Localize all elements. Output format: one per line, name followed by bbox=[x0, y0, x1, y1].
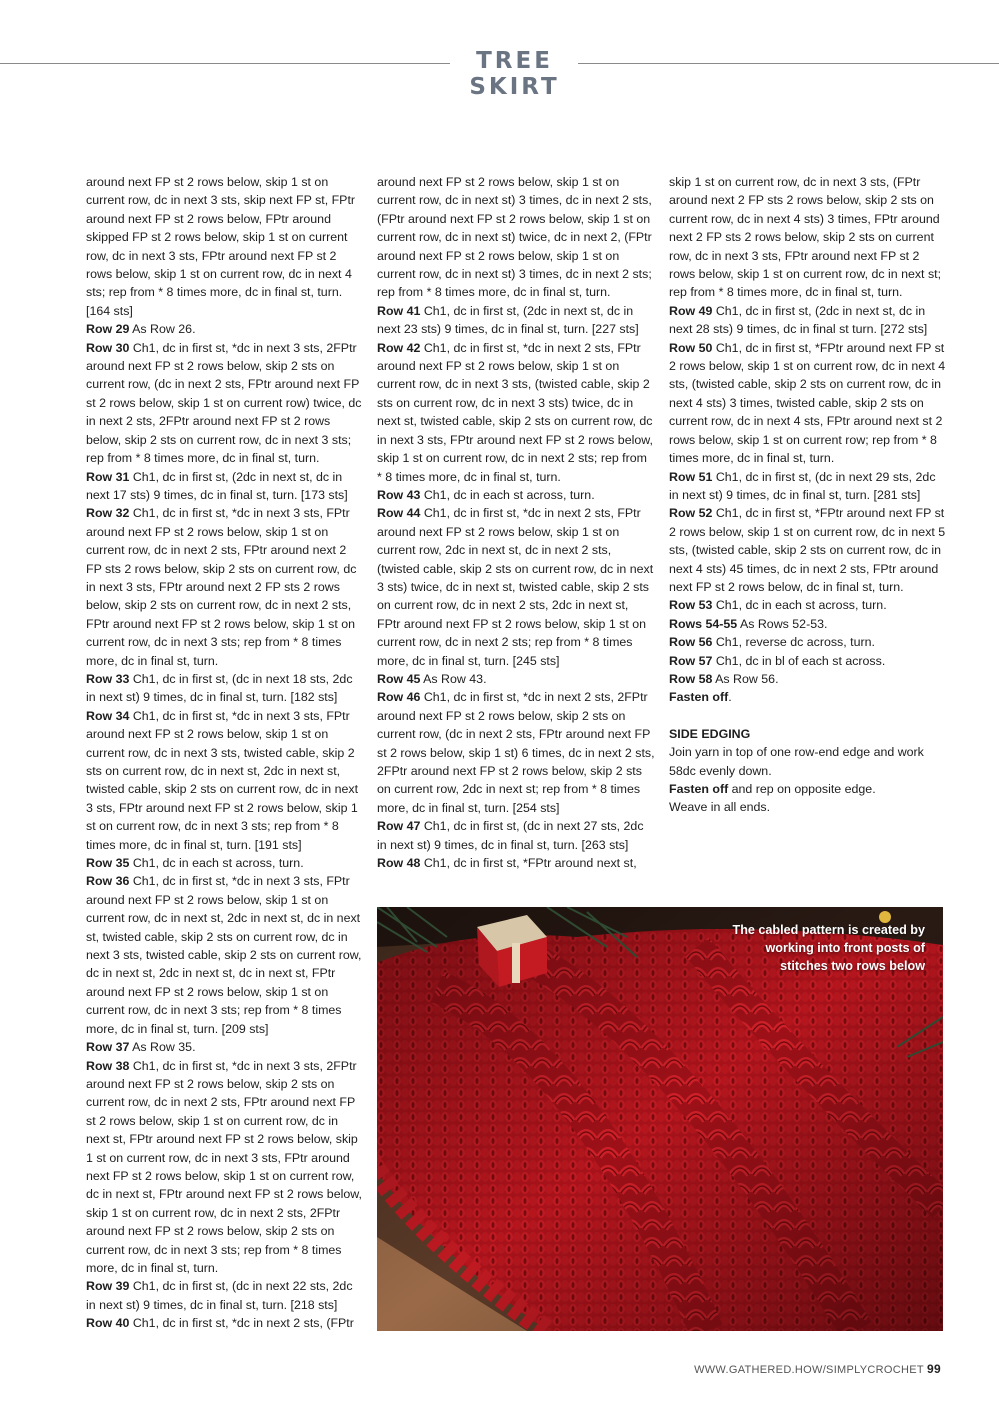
side-edging-para-1: Join yarn in top of one row-end edge and work 58dc evenly down. bbox=[669, 745, 924, 778]
row-label: Row 56 bbox=[669, 635, 713, 650]
pattern-row bbox=[377, 688, 655, 817]
row-label: Row 47 bbox=[377, 819, 421, 834]
row-label: Row 29 bbox=[86, 322, 130, 337]
row-text: Ch1, dc in each st across, turn. bbox=[132, 856, 304, 871]
row-label: Row 49 bbox=[669, 303, 713, 318]
pattern-row bbox=[669, 615, 946, 633]
tree-skirt-photo bbox=[377, 907, 943, 1331]
row-label: Row 42 bbox=[377, 340, 421, 355]
header-rule-right bbox=[578, 63, 999, 64]
row-label: Row 52 bbox=[669, 506, 713, 521]
header-rule-left bbox=[0, 63, 450, 64]
row-text: Ch1, dc in first st, *FPtr around next st, bbox=[423, 856, 637, 871]
row-text: As Row 56. bbox=[715, 671, 779, 686]
pattern-row bbox=[377, 504, 655, 670]
text-column-2 bbox=[377, 173, 655, 872]
row-text: Ch1, dc in bl of each st across. bbox=[715, 653, 886, 668]
row-label: Row 33 bbox=[86, 671, 130, 686]
pattern-row bbox=[86, 670, 363, 707]
side-edging-heading: SIDE EDGING bbox=[669, 726, 751, 741]
pattern-row bbox=[377, 302, 655, 339]
row-text: Ch1, dc in first st, (2dc in next st, dc in next 28 sts) 9 times, dc in final st turn. [272 sts] bbox=[669, 303, 928, 337]
pattern-row bbox=[86, 1314, 363, 1332]
text-column-1 bbox=[86, 173, 363, 1333]
row-text: Ch1, dc in first st, *dc in next 3 sts, FPtr around next FP st 2 rows below, skip 1 st on current row, dc in next st, 2dc in next st, dc in next st, twisted cable, skip 2 sts on current row, dc in next 3 sts, twisted cable, skip 2 sts on current row, dc in next st, 2dc in next st, dc in next st, FPtr around next FP st 2 rows below, skip 1 st on current row, dc in next 3 sts; rep from * 8 times more, dc in final st, turn. [209 sts] bbox=[86, 874, 362, 1036]
row-text: Ch1, dc in first st, (dc in next 27 sts, 2dc in next st) 9 times, dc in final st, turn. [263 sts] bbox=[377, 819, 644, 852]
row-label: Row 48 bbox=[377, 856, 421, 871]
row-text: around next FP st 2 rows below, skip 1 st on current row, dc in next 3 sts, skip next FP st, FPtr around next FP st 2 rows below, FPtr around skipped FP st 2 rows below, skip 1 st on current row, dc in next 3 sts, FPtr around next FP st 2 rows below, skip 1 st on current row, dc in next 4 sts; rep from * 8 times more, dc in final st, turn. [164 sts] bbox=[86, 175, 356, 318]
pattern-row bbox=[86, 173, 363, 320]
pattern-row bbox=[669, 688, 946, 706]
pattern-row bbox=[86, 339, 363, 468]
side-edging-para-3: Weave in all ends. bbox=[669, 800, 771, 815]
row-text: . bbox=[728, 690, 732, 705]
row-text: Ch1, dc in first st, *dc in next 3 sts, FPtr around next FP st 2 rows below, skip 1 st on current row, dc in next 2 sts, FPtr around next 2 FP sts 2 rows below, skip 2 sts on current row, dc in next 3 sts, FPtr around next 2 FP sts 2 rows below, skip 2 sts on current row, dc in next 2 sts, FPtr around next FP st 2 rows below, skip 1 st on current row, dc in next 3 sts; rep from * 8 times more, dc in final st, turn. bbox=[86, 506, 357, 668]
row-label: Row 35 bbox=[86, 856, 130, 871]
row-label: Rows 54-55 bbox=[669, 616, 738, 631]
row-text: Ch1, dc in each st across, turn. bbox=[715, 598, 887, 613]
column-3-rows bbox=[669, 173, 946, 707]
row-text: As Row 26. bbox=[132, 322, 196, 337]
pattern-row bbox=[669, 468, 946, 505]
row-text: Ch1, dc in first st, (2dc in next st, dc in next 23 sts) 9 times, dc in final st, turn. [227 sts] bbox=[377, 303, 639, 337]
page-number: 99 bbox=[927, 1362, 941, 1376]
text-column-3 bbox=[669, 173, 946, 817]
row-label: Row 44 bbox=[377, 506, 421, 521]
pattern-row bbox=[377, 670, 655, 688]
row-label: Row 41 bbox=[377, 303, 421, 318]
page-footer bbox=[694, 1362, 941, 1376]
row-text: Ch1, dc in first st, (dc in next 22 sts, 2dc in next st) 9 times, dc in final st, turn. [218 sts] bbox=[86, 1279, 353, 1312]
pattern-row bbox=[377, 817, 655, 854]
row-label: Row 53 bbox=[669, 598, 713, 613]
row-label: Row 43 bbox=[377, 487, 421, 502]
row-label: Row 50 bbox=[669, 340, 713, 355]
row-text: As Rows 52-53. bbox=[739, 616, 828, 631]
pattern-row bbox=[377, 486, 655, 504]
pattern-row bbox=[669, 339, 946, 468]
pattern-row bbox=[377, 339, 655, 486]
row-text: Ch1, dc in first st, *FPtr around next FP st 2 rows below, skip 1 st on current row, dc in next 5 sts, (twisted cable, skip 2 sts on current row, dc in next 4 sts) 45 times, dc in next 2 sts, FPtr around next FP st 2 rows below, dc in final st, turn. bbox=[669, 506, 946, 594]
pattern-row bbox=[86, 1277, 363, 1314]
side-edging-para-2 bbox=[669, 780, 946, 798]
row-label: Row 46 bbox=[377, 690, 421, 705]
row-text: Ch1, dc in first st, *dc in next 2 sts, FPtr around next FP st 2 rows below, skip 1 st on current row, dc in next 3 sts, (twisted cable, skip 2 sts on current row, dc in next 3 sts) twice, dc in next st, twisted cable, skip 2 sts on current row, dc in next 3 sts, FPtr around next FP st 2 rows below, skip 1 st on current row, dc in next 2 sts; rep from * 8 times more, dc in final st, turn. bbox=[377, 340, 653, 484]
pattern-row bbox=[669, 302, 946, 339]
row-text: Ch1, dc in first st, *dc in next 2 sts, FPtr around next FP st 2 rows below, skip 1 st on current row, 2dc in next st, dc in next 2 sts, (twisted cable, skip 2 sts on current row, dc in next 3 sts) twice, dc in next st, twisted cable, skip 2 sts on current row, dc in next 2 sts, 2dc in next st, FPtr around next FP st 2 rows below, skip 1 st on current row, dc in next 2 sts; rep from * 8 times more, dc in final st, turn. [245 sts] bbox=[377, 506, 654, 668]
row-text: around next FP st 2 rows below, skip 1 st on current row, dc in next st) 3 times, dc in next 2 sts, (FPtr around next FP st 2 rows below, skip 1 st on current row, dc in next st) twice, dc in next 2, (FPtr around next FP st 2 rows below, skip 1 st on current row, dc in next st) 3 times, dc in next 2 sts; rep from * 8 times more, dc in final st, turn. bbox=[377, 175, 652, 300]
row-text: As Row 43. bbox=[423, 671, 487, 686]
row-label: Row 58 bbox=[669, 671, 713, 686]
pattern-row bbox=[669, 596, 946, 614]
row-label: Row 38 bbox=[86, 1058, 130, 1073]
row-text: Ch1, dc in each st across, turn. bbox=[423, 487, 595, 502]
pattern-row bbox=[86, 504, 363, 670]
row-label: Fasten off bbox=[669, 690, 729, 705]
row-text: Ch1, dc in first st, *FPtr around next FP st 2 rows below, skip 1 st on current row, dc in next 4 sts, (twisted cable, skip 2 sts on current row, dc in next 4 sts) 3 times, twisted cable, skip 2 sts on current row, dc in next 4 sts, FPtr around next st 2 rows below, skip 1 st on current row; rep from * 8 times more, dc in final st, turn. bbox=[669, 340, 946, 466]
row-text: As Row 35. bbox=[132, 1040, 196, 1055]
pattern-row bbox=[669, 504, 946, 596]
side-edging-para-2-text: and rep on opposite edge. bbox=[728, 782, 876, 796]
row-label: Row 30 bbox=[86, 340, 130, 355]
pattern-row bbox=[86, 468, 363, 505]
photo-caption: The cabled pattern is created by working into front posts of stitches two rows below bbox=[732, 923, 925, 973]
pattern-row bbox=[669, 652, 946, 670]
footer-url[interactable]: WWW.GATHERED.HOW/SIMPLYCROCHET bbox=[694, 1364, 924, 1376]
row-label: Row 57 bbox=[669, 653, 713, 668]
pattern-row bbox=[86, 707, 363, 854]
row-text: Ch1, reverse dc across, turn. bbox=[715, 635, 875, 650]
row-text: Ch1, dc in first st, *dc in next 3 sts, 2FPtr around next FP st 2 rows below, skip 2 sts on current row, (dc in next 2 sts, FPtr around next FP st 2 rows below, skip 1 st on current row) twice, dc in next 2 sts, 2FPtr around next FP st 2 rows below, skip 2 sts on current row, dc in next 3 sts; rep from * 8 times more, dc in final st, turn. bbox=[86, 340, 362, 466]
row-text: Ch1, dc in first st, *dc in next 3 sts, 2FPtr around next FP st 2 rows below, skip 2 sts on current row, dc in next 2 sts, FPtr around next FP st 2 rows below, skip 1 st on current row, dc in next st, FPtr around next FP st 2 rows below, skip 1 st on current row, dc in next 3 sts, FPtr around next FP st 2 rows below, skip 1 st on current row, dc in next st, FPtr around next FP st 2 rows below, skip 1 st on current row, dc in next 2 sts, 2FPtr around next FP st 2 rows below, skip 2 sts on current row, dc in next 3 sts; rep from * 8 times more, dc in final st, turn. bbox=[86, 1058, 362, 1275]
row-text: Ch1, dc in first st, *dc in next 2 sts, 2FPtr around next FP st 2 rows below, skip 2 sts on current row, (dc in next 2 sts, FPtr around next FP st 2 rows below, skip 1 st) 6 times, dc in next 2 sts, 2FPtr around next FP st 2 rows below, skip 2 sts on current row, 2dc in next st; rep from * 8 times more, dc in final st, turn. [254 sts] bbox=[377, 690, 655, 815]
row-label: Row 31 bbox=[86, 469, 130, 484]
pattern-row bbox=[86, 854, 363, 872]
row-label: Row 45 bbox=[377, 671, 421, 686]
row-label: Row 34 bbox=[86, 708, 130, 723]
pattern-row bbox=[669, 670, 946, 688]
pattern-row bbox=[86, 1038, 363, 1056]
row-text: Ch1, dc in first st, (2dc in next st, dc in next 17 sts) 9 times, dc in final st, turn. [173 sts] bbox=[86, 469, 348, 502]
row-text: skip 1 st on current row, dc in next 3 sts, (FPtr around next 2 FP sts 2 rows below, skip 2 sts on current row, dc in next 4 sts) 3 times, FPtr around next 2 FP sts 2 rows below, skip 2 sts on current row, dc in next 3 sts, FPtr around next FP st 2 rows below, skip 1 st on current row, dc in next st; rep from * 8 times more, dc in final st, turn. bbox=[669, 175, 942, 300]
row-label: Row 40 bbox=[86, 1316, 130, 1331]
pattern-row bbox=[86, 1057, 363, 1278]
section-title: TREE SKIRT bbox=[469, 48, 560, 100]
row-label: Row 51 bbox=[669, 469, 713, 484]
row-label: Row 37 bbox=[86, 1040, 130, 1055]
pattern-row bbox=[669, 633, 946, 651]
row-text: Ch1, dc in first st, (dc in next 18 sts, 2dc in next st) 9 times, dc in final st, turn. [182 sts] bbox=[86, 671, 353, 705]
fasten-off-label: Fasten off bbox=[669, 782, 729, 796]
row-text: Ch1, dc in first st, (dc in next 29 sts, 2dc in next st) 9 times, dc in final st, turn. [281 sts] bbox=[669, 469, 936, 502]
pattern-row bbox=[377, 854, 655, 872]
row-label: Row 36 bbox=[86, 874, 130, 889]
row-label: Row 39 bbox=[86, 1279, 130, 1294]
pattern-row bbox=[377, 173, 655, 302]
pattern-row bbox=[669, 173, 946, 302]
row-text: Ch1, dc in first st, *dc in next 3 sts, FPtr around next FP st 2 rows below, skip 1 st on current row, dc in next 3 sts, twisted cable, skip 2 sts on current row, dc in next st, 2dc in next st, twisted cable, skip 2 sts on current row, dc in next 3 sts, FPtr around next FP st 2 rows below, skip 1 st on current row, dc in next 3 sts; rep from * 8 times more, dc in final st, turn. [191 sts] bbox=[86, 708, 359, 852]
row-text: Ch1, dc in first st, *dc in next 2 sts, (FPtr bbox=[132, 1316, 354, 1331]
row-label: Row 32 bbox=[86, 506, 130, 521]
pattern-row bbox=[86, 872, 363, 1038]
pattern-row bbox=[86, 320, 363, 338]
